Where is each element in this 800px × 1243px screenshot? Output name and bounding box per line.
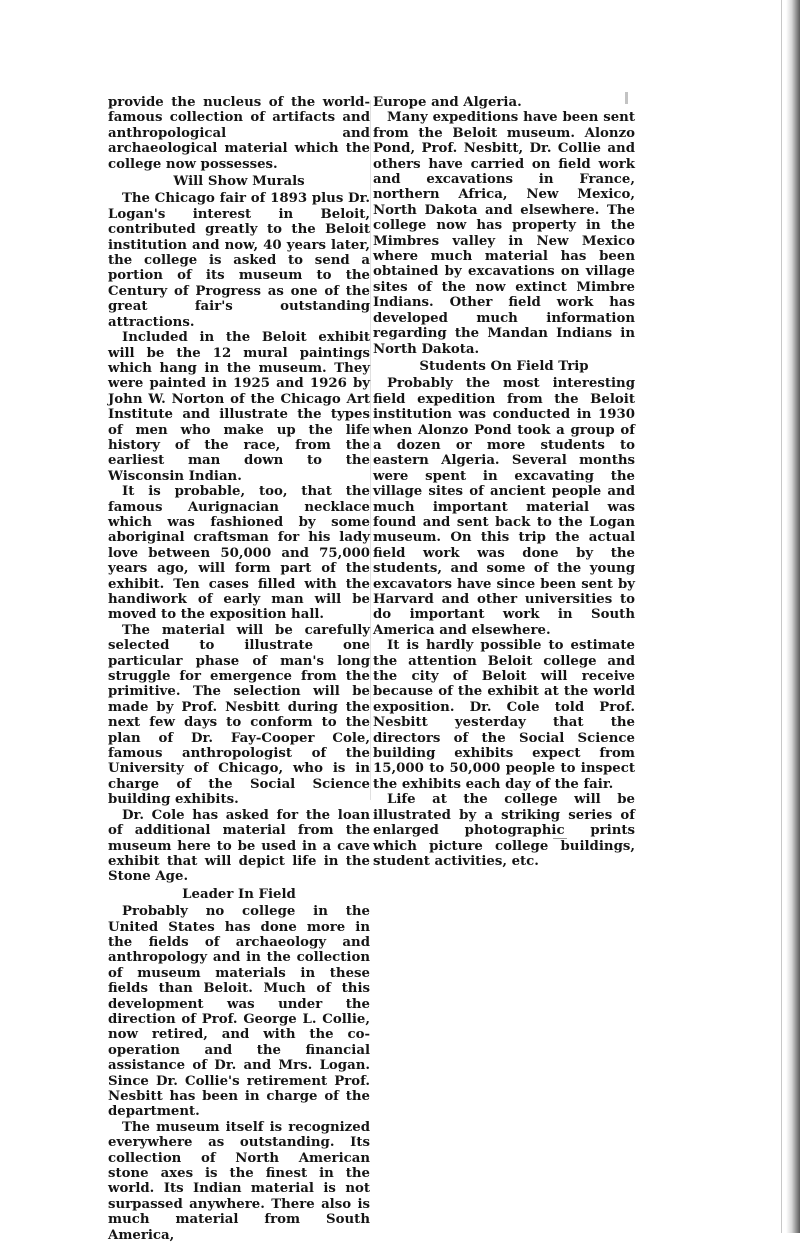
article-paragraph: Dr. Cole has asked for the loan of additional material from the museum here to be used in a cave exhibit that will depict life in the Stone Age. xyxy=(108,807,370,885)
subheading-students-on-field-trip: Students On Field Trip xyxy=(419,358,589,374)
article-paragraph: Life at the college will be illustrated by a striking series of enlarged photographic prints which picture college buildings, student activities, etc. xyxy=(373,792,635,869)
article-paragraph: The material will be carefully selected to illustrate one particular phase of man's long struggle for emergence from the primitive. The selection will be made by Prof. Nesbitt during the next few days to conform to the plan of Dr. Fay-Cooper Cole, famous anthropologist of the University of Chicago, who is in charge of the Social Science building exhibits. xyxy=(108,622,370,808)
article-paragraph: It is hardly possible to estimate the attention Beloit college and the city of Beloit will receive because of the exhibit at the world exposition. Dr. Cole told Prof. Nesbitt yesterday that the directors of the Social Science building exhibits expect from 15,000 to 50,000 people to inspect the exhibits each day of the fair. xyxy=(373,638,635,792)
subheading-leader-in-field: Leader In Field xyxy=(182,886,296,902)
left-column xyxy=(108,95,370,1243)
article-paragraph: The museum itself is recognized everywhere as outstanding. Its collection of North American stone axes is the finest in the world. Its Indian material is not surpassed anywhere. There also is much material from South America, xyxy=(108,1119,370,1243)
column-divider xyxy=(370,100,371,800)
right-column xyxy=(373,95,635,869)
scan-edge-shadow xyxy=(786,0,800,1233)
page-fold-line xyxy=(781,0,782,1233)
article-paragraph: Included in the Beloit exhibit will be the 12 mural paintings which hang in the museum. They were painted in 1925 and 1926 by John W. Norton of the Chicago Art Institute and illustrate the types of men who make up the life history of the race, from the earliest man down to the Wisconsin Indian. xyxy=(108,330,370,484)
article-paragraph: Many expeditions have been sent from the Beloit museum. Alonzo Pond, Prof. Nesbitt, Dr. Collie and others have carried on field work and excavations in France, northern Africa, New Mexico, North Dakota and elsewhere. The college now has property in the Mimbres valley in New Mexico where much material has been obtained by excavations on village sites of the now extinct Mimbre Indians. Other field work has developed much information regarding the Mandan Indians in North Dakota. xyxy=(373,110,635,357)
subheading-will-show-murals: Will Show Murals xyxy=(173,174,305,190)
article-paragraph: Europe and Algeria. xyxy=(373,95,522,110)
article-paragraph: Probably no college in the United States has done more in the fields of archaeology and anthropology and in the collection of museum materials in these fields than Beloit. Much of this development was under the direction of Prof. George L. Collie, now retired, and with the co-operation and the financial assistance of Dr. and Mrs. Logan. Since Dr. Collie's retirement Prof. Nesbitt has been in charge of the department. xyxy=(108,904,370,1120)
article-paragraph: The Chicago fair of 1893 plus Dr. Logan's interest in Beloit, contributed greatly to the Beloit institution and now, 40 years later, the college is asked to send a portion of its museum to the Century of Progress as one of the great fair's outstanding attractions. xyxy=(108,191,370,330)
article-paragraph: provide the nucleus of the world-famous collection of artifacts and anthropological and archaeological material which the college now possesses. xyxy=(108,95,370,172)
article-paragraph: Probably the most interesting field expedition from the Beloit institution was conducted in 1930 when Alonzo Pond took a group of a dozen or more students to eastern Algeria. Several months were spent in excavating the village sites of ancient people and much important material was found and sent back to the Logan museum. On this trip the actual field work was done by the students, and some of the young excavators have since been sent by Harvard and other universities to do important work in South America and elsewhere. xyxy=(373,376,635,638)
article-paragraph: It is probable, too, that the famous Aurignacian necklace which was fashioned by some aboriginal craftsman for his lady love between 50,000 and 75,000 years ago, will form part of the exhibit. Ten cases filled with the handiwork of early man will be moved to the exposition hall. xyxy=(108,484,370,623)
